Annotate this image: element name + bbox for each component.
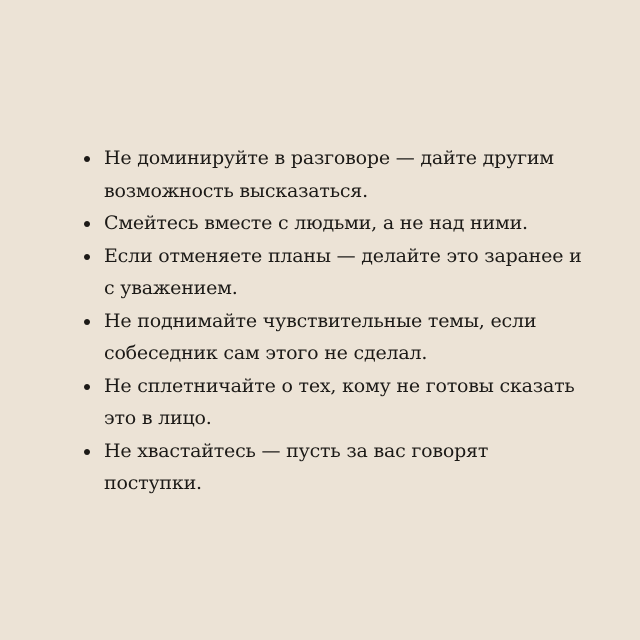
bullet-icon bbox=[84, 384, 90, 390]
list-item bbox=[84, 142, 584, 207]
list-item bbox=[84, 207, 584, 240]
tip-text: Не сплетничайте о тех, кому не готовы сказать это в лицо. bbox=[104, 374, 575, 429]
tip-text: Не хвастайтесь — пусть за вас говорят поступки. bbox=[104, 439, 489, 494]
bullet-icon bbox=[84, 449, 90, 455]
bullet-icon bbox=[84, 319, 90, 325]
tip-text: Смейтесь вместе с людьми, а не над ними. bbox=[104, 212, 528, 234]
list-item bbox=[84, 435, 584, 500]
list-item bbox=[84, 240, 584, 305]
tip-text: Если отменяете планы — делайте это заранее и с уважением. bbox=[104, 244, 582, 299]
tip-text: Не поднимайте чувствительные темы, если собеседник сам этого не сделал. bbox=[104, 309, 537, 364]
list-item bbox=[84, 370, 584, 435]
list-item bbox=[84, 305, 584, 370]
tips-list bbox=[84, 142, 584, 500]
bullet-icon bbox=[84, 254, 90, 260]
bullet-icon bbox=[84, 156, 90, 162]
tip-text: Не доминируйте в разговоре — дайте другим возможность высказаться. bbox=[104, 147, 554, 202]
bullet-icon bbox=[84, 221, 90, 227]
